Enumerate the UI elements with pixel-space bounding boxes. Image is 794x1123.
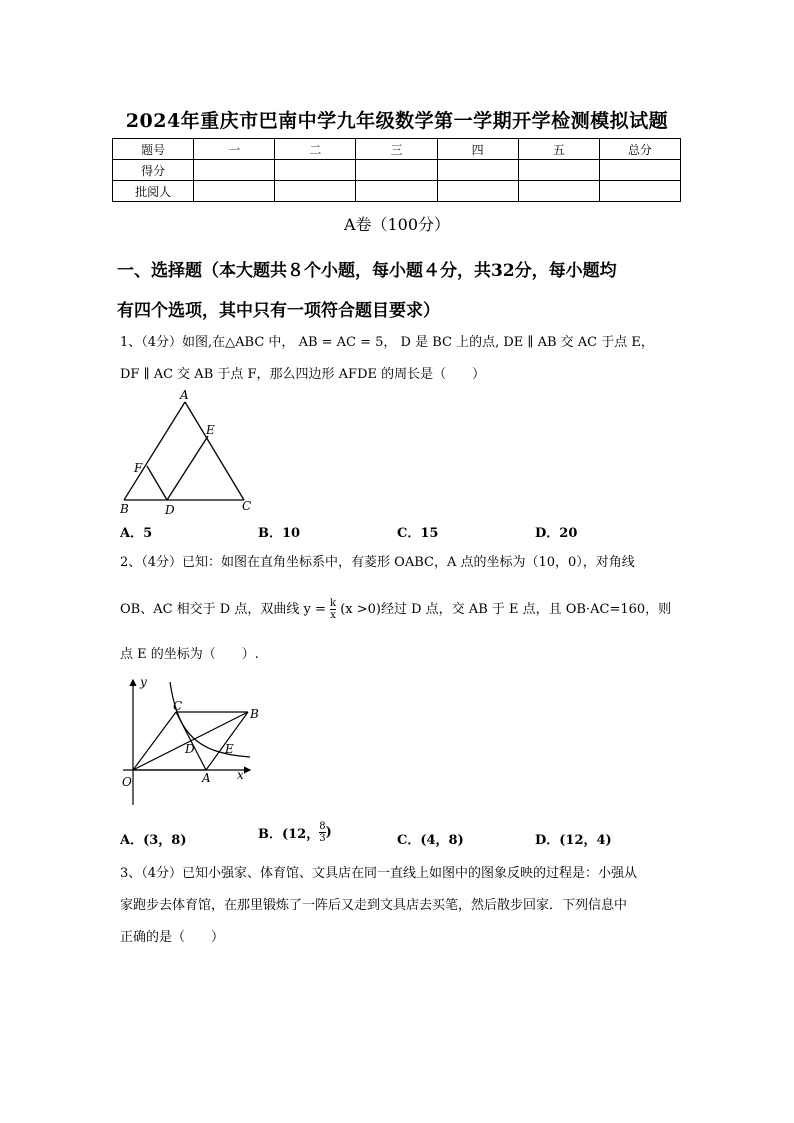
q2-fraction-numerator: k [330,598,337,609]
q2-option-c[interactable]: C．(4，8) [397,833,464,848]
q1-label-c: C [242,499,252,513]
score-header-cell: 三 [356,139,437,160]
score-header-cell: 一 [194,139,275,160]
q1-option-c[interactable]: C．15 [397,526,439,541]
section1-heading-line1: 一、选择题（本大题共８个小题，每小题４分，共32分，每小题均 [117,261,617,281]
q2-stem-line1: 2、（4分）已知：如图在直角坐标系中，有菱形 OABC，A 点的坐标为（10，0），对角线 [120,555,635,570]
score-cell [599,181,680,202]
q2-stem-line2-post: (x >0)经过 D 点，交 AB 于 E 点，且 OB·AC=160，则 [340,602,672,617]
score-row [113,160,681,181]
section1-heading-line2: 有四个选项，其中只有一项符合题目要求） [117,301,440,321]
q1-label-b: B [120,502,129,516]
q2-label-b: B [250,707,259,721]
q1-option-a[interactable]: A．5 [120,526,153,541]
score-cell [518,181,599,202]
q2-option-b-numerator: 8 [319,821,326,832]
reviewer-row [113,181,681,202]
score-cell [356,160,437,181]
exam-title: 2024年重庆市巴南中学九年级数学第一学期开学检测模拟试题 [125,110,669,132]
q3-stem-line3: 正确的是（ ） [120,930,225,945]
q2-stem-line2-pre: OB、AC 相交于 D 点，双曲线 y = [120,602,326,617]
score-header-cell: 题号 [113,139,194,160]
q2-side-ba [206,712,248,770]
q1-segment-de [167,436,208,500]
score-cell [518,160,599,181]
q3-stem-line2: 家跑步去体育馆，在那里锻炼了一阵后又走到文具店去买笔，然后散步回家．下列信息中 [120,898,628,913]
q2-rhombus-figure [118,672,268,812]
q3-stem-line1: 3、（4分）已知小强家、体育馆、文具店在同一直线上如图中的图象反映的过程是：小强从 [120,866,638,881]
q2-label-o: O [122,775,132,789]
q2-stem-line2 [120,598,671,621]
q2-option-b-denominator: 3 [319,833,326,844]
q2-option-b[interactable] [258,821,332,844]
score-cell [437,181,518,202]
q2-option-b-post: ) [325,825,332,840]
score-cell [437,160,518,181]
q1-option-b[interactable]: B．10 [258,526,301,541]
score-cell [275,181,356,202]
q2-stem-line3: 点 E 的坐标为（ ）. [120,647,259,662]
score-table-header [113,139,681,160]
q2-label-x: x [237,768,244,782]
q2-hyperbola-fraction [330,598,336,621]
score-cell [275,160,356,181]
score-table [112,138,681,202]
q2-label-d: D [185,742,195,756]
q2-label-c: C [173,699,183,713]
q2-option-b-pre: B．(12， [258,827,320,842]
q1-side-ac [185,402,244,500]
q1-triangle-figure [112,386,262,516]
q1-label-a: A [180,388,189,402]
score-cell [599,160,680,181]
score-header-cell: 四 [437,139,518,160]
q2-label-a: A [202,771,211,785]
q1-label-d: D [165,503,175,516]
q2-option-d[interactable]: D．(12，4) [535,833,612,848]
q1-segment-df [147,466,167,500]
q1-label-f: F [134,461,143,475]
reviewer-row-label: 批阅人 [113,181,194,202]
q2-side-oc [133,712,176,770]
q2-label-y: y [140,675,147,689]
score-cell [194,160,275,181]
q2-fraction-denominator: x [330,610,336,621]
score-cell [194,181,275,202]
section-a-heading: A卷（100分） [343,215,451,234]
q1-stem-line2: DF ∥ AC 交 AB 于点 F，那么四边形 AFDE 的周长是（ ） [120,367,486,382]
q2-label-e: E [225,742,234,756]
q2-option-a[interactable]: A．(3，8) [120,833,187,848]
q1-stem-line1: 1、（4分）如图,在△ABC 中， AB = AC = 5， D 是 BC 上的点, DE ∥ AB 交 AC 于点 E， [120,335,654,350]
score-row-label: 得分 [113,160,194,181]
score-cell [356,181,437,202]
score-header-cell: 二 [275,139,356,160]
score-header-cell: 五 [518,139,599,160]
q1-label-e: E [206,423,215,437]
q1-option-d[interactable]: D．20 [535,526,578,541]
score-header-cell: 总分 [599,139,680,160]
